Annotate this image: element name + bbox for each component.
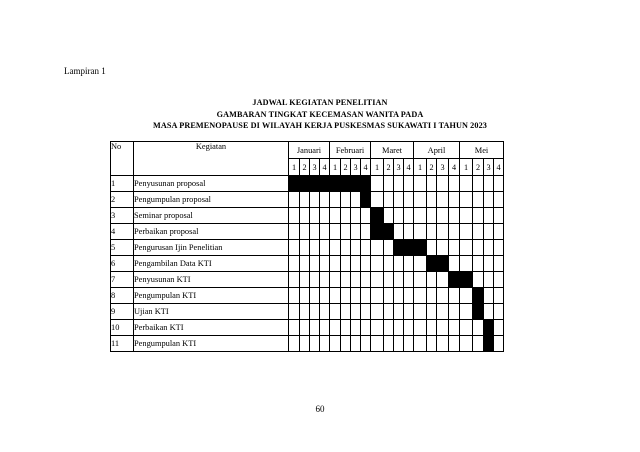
schedule-cell [437, 320, 449, 336]
schedule-cell [371, 288, 384, 304]
schedule-cell [473, 192, 484, 208]
schedule-cell [427, 288, 437, 304]
schedule-cell [289, 208, 300, 224]
schedule-cell [371, 304, 384, 320]
schedule-cell [394, 336, 404, 352]
schedule-cell [404, 320, 414, 336]
header-month: Februari [330, 142, 371, 159]
header-week: 1 [330, 159, 341, 176]
schedule-cell [300, 256, 310, 272]
schedule-cell [289, 320, 300, 336]
schedule-cell-active [341, 176, 351, 192]
row-number: 11 [111, 336, 134, 352]
schedule-cell [473, 272, 484, 288]
schedule-cell [460, 288, 473, 304]
header-week: 2 [341, 159, 351, 176]
schedule-cell [460, 304, 473, 320]
schedule-cell [427, 320, 437, 336]
schedule-cell [310, 224, 320, 240]
schedule-cell [449, 320, 460, 336]
schedule-cell [371, 272, 384, 288]
schedule-cell-active [414, 240, 427, 256]
schedule-cell-active [351, 176, 361, 192]
schedule-cell [341, 320, 351, 336]
schedule-cell [341, 208, 351, 224]
schedule-cell [384, 336, 394, 352]
schedule-cell [351, 240, 361, 256]
table-row [111, 224, 504, 240]
schedule-cell [460, 256, 473, 272]
schedule-cell [460, 192, 473, 208]
schedule-cell [341, 224, 351, 240]
schedule-cell [404, 176, 414, 192]
schedule-cell [320, 304, 330, 320]
schedule-cell [437, 304, 449, 320]
schedule-cell [460, 176, 473, 192]
schedule-cell [310, 208, 320, 224]
schedule-cell [404, 304, 414, 320]
table-row [111, 176, 504, 192]
row-activity: Pengumpulan proposal [134, 192, 289, 208]
schedule-cell [330, 320, 341, 336]
schedule-cell [351, 272, 361, 288]
schedule-cell [473, 256, 484, 272]
schedule-cell [494, 192, 504, 208]
schedule-cell [404, 192, 414, 208]
title-line-2: GAMBARAN TINGKAT KECEMASAN WANITA PADA [216, 109, 424, 119]
schedule-cell [361, 256, 371, 272]
schedule-cell [341, 336, 351, 352]
schedule-cell [351, 288, 361, 304]
schedule-cell [371, 176, 384, 192]
header-week: 1 [460, 159, 473, 176]
header-activity: Kegiatan [134, 142, 289, 176]
schedule-cell [341, 256, 351, 272]
schedule-table [110, 141, 504, 352]
schedule-cell-active [437, 256, 449, 272]
schedule-cell [414, 208, 427, 224]
schedule-cell [494, 320, 504, 336]
schedule-cell [449, 288, 460, 304]
header-week: 2 [473, 159, 484, 176]
schedule-cell [437, 336, 449, 352]
schedule-cell [414, 288, 427, 304]
schedule-cell [300, 320, 310, 336]
schedule-cell [484, 256, 494, 272]
schedule-cell [473, 320, 484, 336]
row-activity: Perbaikan KTI [134, 320, 289, 336]
schedule-cell [289, 288, 300, 304]
schedule-cell [427, 176, 437, 192]
header-week: 3 [437, 159, 449, 176]
schedule-cell [494, 224, 504, 240]
schedule-cell-active [310, 176, 320, 192]
schedule-cell-active [460, 272, 473, 288]
row-number: 5 [111, 240, 134, 256]
schedule-cell-active [320, 176, 330, 192]
schedule-cell [484, 288, 494, 304]
row-activity: Pengumpulan KTI [134, 288, 289, 304]
header-no: No [111, 142, 134, 176]
schedule-cell [351, 192, 361, 208]
schedule-cell [449, 224, 460, 240]
schedule-cell [330, 240, 341, 256]
schedule-cell [414, 304, 427, 320]
schedule-cell [384, 208, 394, 224]
header-week: 3 [394, 159, 404, 176]
header-row-months [111, 142, 504, 159]
schedule-cell [494, 288, 504, 304]
schedule-cell [449, 336, 460, 352]
header-week: 4 [494, 159, 504, 176]
schedule-cell [289, 272, 300, 288]
schedule-cell [437, 224, 449, 240]
header-month: Mei [460, 142, 504, 159]
schedule-cell [394, 256, 404, 272]
schedule-cell [473, 176, 484, 192]
schedule-cell-active [473, 304, 484, 320]
schedule-cell [494, 256, 504, 272]
schedule-cell [330, 208, 341, 224]
table-row [111, 208, 504, 224]
schedule-cell [361, 288, 371, 304]
schedule-cell [394, 192, 404, 208]
schedule-cell [310, 288, 320, 304]
schedule-cell [371, 240, 384, 256]
schedule-cell [494, 272, 504, 288]
schedule-cell [494, 304, 504, 320]
schedule-cell [484, 304, 494, 320]
row-activity: Pengurusan Ijin Penelitian [134, 240, 289, 256]
title-block [0, 97, 640, 132]
row-number: 4 [111, 224, 134, 240]
schedule-cell [361, 208, 371, 224]
title-line-3: MASA PREMENOPAUSE DI WILAYAH KERJA PUSKESMAS SUKAWATI I TAHUN 2023 [153, 121, 487, 130]
schedule-cell [484, 192, 494, 208]
schedule-cell [404, 224, 414, 240]
schedule-cell [494, 176, 504, 192]
schedule-cell-active [361, 176, 371, 192]
schedule-cell [351, 336, 361, 352]
schedule-cell [300, 304, 310, 320]
schedule-cell [494, 240, 504, 256]
schedule-cell [404, 336, 414, 352]
row-activity: Pengambilan Data KTI [134, 256, 289, 272]
schedule-cell [384, 256, 394, 272]
row-activity: Seminar proposal [134, 208, 289, 224]
schedule-cell [427, 272, 437, 288]
schedule-cell [300, 288, 310, 304]
row-number: 1 [111, 176, 134, 192]
schedule-cell [371, 256, 384, 272]
header-week: 4 [361, 159, 371, 176]
schedule-cell [427, 224, 437, 240]
schedule-cell [371, 336, 384, 352]
table-row [111, 240, 504, 256]
schedule-cell [384, 272, 394, 288]
schedule-cell [473, 336, 484, 352]
schedule-cell-active [384, 224, 394, 240]
schedule-cell [310, 272, 320, 288]
schedule-cell [484, 272, 494, 288]
schedule-cell [484, 240, 494, 256]
schedule-cell [473, 224, 484, 240]
appendix-label: Lampiran 1 [64, 66, 106, 76]
header-week: 4 [404, 159, 414, 176]
schedule-cell [300, 336, 310, 352]
schedule-cell-active [473, 288, 484, 304]
schedule-cell [414, 336, 427, 352]
schedule-cell [473, 208, 484, 224]
schedule-cell [384, 320, 394, 336]
row-activity: Penyusunan proposal [134, 176, 289, 192]
schedule-cell [300, 208, 310, 224]
schedule-cell [351, 224, 361, 240]
schedule-cell [310, 320, 320, 336]
schedule-cell [414, 320, 427, 336]
schedule-cell [449, 304, 460, 320]
header-week: 3 [484, 159, 494, 176]
schedule-cell [404, 272, 414, 288]
schedule-cell [414, 192, 427, 208]
schedule-cell-active [361, 192, 371, 208]
schedule-cell [437, 240, 449, 256]
schedule-cell [320, 288, 330, 304]
schedule-cell-active [330, 176, 341, 192]
schedule-cell [449, 176, 460, 192]
header-week: 4 [320, 159, 330, 176]
schedule-cell [320, 272, 330, 288]
schedule-cell [384, 192, 394, 208]
schedule-cell [361, 336, 371, 352]
schedule-cell [289, 256, 300, 272]
schedule-cell [449, 208, 460, 224]
schedule-cell [460, 240, 473, 256]
schedule-cell [371, 320, 384, 336]
title-line-1: JADWAL KEGIATAN PENELITIAN [252, 98, 388, 107]
schedule-cell-active [289, 176, 300, 192]
schedule-cell [351, 256, 361, 272]
schedule-cell [330, 256, 341, 272]
header-week: 4 [449, 159, 460, 176]
schedule-cell [341, 192, 351, 208]
schedule-cell [289, 240, 300, 256]
schedule-cell [320, 240, 330, 256]
schedule-cell [384, 240, 394, 256]
row-number: 2 [111, 192, 134, 208]
schedule-cell [484, 176, 494, 192]
row-number: 7 [111, 272, 134, 288]
schedule-cell [394, 208, 404, 224]
table-row [111, 272, 504, 288]
schedule-cell [394, 224, 404, 240]
schedule-cell-active [371, 224, 384, 240]
header-month: April [414, 142, 460, 159]
header-month: Januari [289, 142, 330, 159]
schedule-cell [494, 336, 504, 352]
schedule-cell-active [449, 272, 460, 288]
schedule-cell [427, 192, 437, 208]
row-number: 9 [111, 304, 134, 320]
table-row [111, 304, 504, 320]
schedule-cell [341, 304, 351, 320]
schedule-cell [384, 288, 394, 304]
schedule-cell [320, 224, 330, 240]
row-activity: Perbaikan proposal [134, 224, 289, 240]
page-number: 60 [315, 404, 325, 414]
row-activity: Ujian KTI [134, 304, 289, 320]
schedule-cell [289, 224, 300, 240]
header-week: 3 [310, 159, 320, 176]
schedule-cell [427, 304, 437, 320]
schedule-cell [310, 304, 320, 320]
schedule-cell [300, 240, 310, 256]
schedule-cell-active [427, 256, 437, 272]
schedule-cell [310, 240, 320, 256]
header-week: 1 [289, 159, 300, 176]
row-number: 8 [111, 288, 134, 304]
schedule-cell [341, 240, 351, 256]
schedule-cell [404, 256, 414, 272]
schedule-cell [300, 272, 310, 288]
schedule-cell [300, 224, 310, 240]
schedule-cell [414, 256, 427, 272]
schedule-cell [460, 208, 473, 224]
schedule-cell-active [300, 176, 310, 192]
schedule-cell [320, 336, 330, 352]
header-week: 2 [427, 159, 437, 176]
schedule-cell [394, 320, 404, 336]
schedule-cell [427, 208, 437, 224]
row-number: 6 [111, 256, 134, 272]
schedule-cell [449, 192, 460, 208]
schedule-cell [449, 256, 460, 272]
schedule-cell [427, 240, 437, 256]
table-row [111, 288, 504, 304]
schedule-cell [361, 240, 371, 256]
schedule-cell [289, 336, 300, 352]
schedule-cell [460, 224, 473, 240]
schedule-cell-active [394, 240, 404, 256]
schedule-cell [371, 192, 384, 208]
schedule-cell [394, 288, 404, 304]
schedule-cell [310, 336, 320, 352]
schedule-cell [394, 272, 404, 288]
header-week: 1 [371, 159, 384, 176]
schedule-cell [427, 336, 437, 352]
schedule-cell [484, 224, 494, 240]
schedule-cell [394, 304, 404, 320]
table-row [111, 320, 504, 336]
schedule-cell-active [484, 336, 494, 352]
schedule-cell [384, 176, 394, 192]
schedule-cell [449, 240, 460, 256]
schedule-cell [437, 192, 449, 208]
row-number: 10 [111, 320, 134, 336]
schedule-cell-active [404, 240, 414, 256]
schedule-cell [404, 208, 414, 224]
schedule-cell [330, 272, 341, 288]
schedule-cell [289, 304, 300, 320]
schedule-cell [437, 208, 449, 224]
schedule-cell [414, 176, 427, 192]
schedule-cell [341, 272, 351, 288]
schedule-cell [310, 256, 320, 272]
schedule-cell [320, 256, 330, 272]
schedule-cell [414, 224, 427, 240]
schedule-cell [484, 208, 494, 224]
table-row [111, 256, 504, 272]
schedule-cell [320, 320, 330, 336]
row-number: 3 [111, 208, 134, 224]
schedule-cell [300, 192, 310, 208]
schedule-cell [330, 288, 341, 304]
schedule-cell [330, 336, 341, 352]
schedule-cell [460, 320, 473, 336]
schedule-cell [460, 336, 473, 352]
row-activity: Penyusunan KTI [134, 272, 289, 288]
header-month: Maret [371, 142, 414, 159]
schedule-cell-active [484, 320, 494, 336]
schedule-cell [330, 224, 341, 240]
schedule-cell [394, 176, 404, 192]
table-row [111, 192, 504, 208]
schedule-cell [361, 304, 371, 320]
schedule-cell [361, 272, 371, 288]
schedule-cell [341, 288, 351, 304]
schedule-cell [437, 272, 449, 288]
schedule-cell [330, 192, 341, 208]
table-row [111, 336, 504, 352]
schedule-cell [414, 272, 427, 288]
schedule-cell [361, 320, 371, 336]
schedule-cell-active [371, 208, 384, 224]
schedule-cell [320, 208, 330, 224]
header-week: 3 [351, 159, 361, 176]
header-week: 2 [384, 159, 394, 176]
schedule-cell [351, 304, 361, 320]
schedule-cell [310, 192, 320, 208]
schedule-cell [437, 176, 449, 192]
schedule-cell [404, 288, 414, 304]
header-week: 2 [300, 159, 310, 176]
schedule-cell [494, 208, 504, 224]
row-activity: Pengumpulan KTI [134, 336, 289, 352]
schedule-cell [437, 288, 449, 304]
schedule-cell [289, 192, 300, 208]
header-week: 1 [414, 159, 427, 176]
schedule-cell [351, 320, 361, 336]
schedule-cell [361, 224, 371, 240]
schedule-cell [320, 192, 330, 208]
schedule-cell [384, 304, 394, 320]
schedule-cell [330, 304, 341, 320]
schedule-cell [473, 240, 484, 256]
schedule-cell [351, 208, 361, 224]
